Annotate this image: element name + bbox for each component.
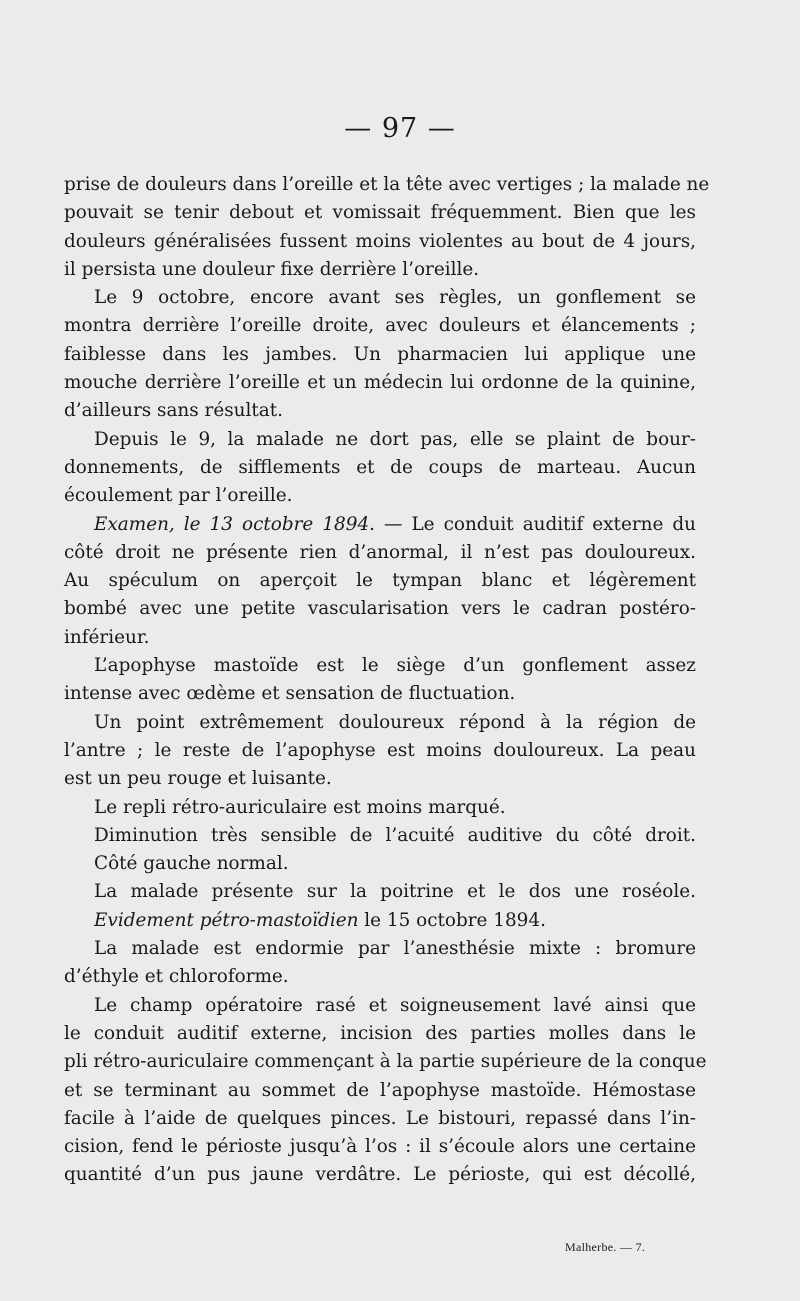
text-line: côté droit ne présente rien d’anormal, il n’est pas douloureux. (64, 541, 696, 563)
text-line: montra derrière l’oreille droite, avec douleurs et élancements ; (64, 315, 696, 337)
text-line: prise de douleurs dans l’oreille et la tête avec vertiges ; la malade ne (64, 174, 710, 195)
text-line: inférieur. (64, 626, 150, 648)
text-line: pli rétro-auriculaire commençant à la partie supérieure de la conque (64, 1051, 707, 1073)
text-line: Le repli rétro-auriculaire est moins marqué. (94, 796, 506, 818)
text-line: L’apophyse mastoïde est le siège d’un gonflement assez (94, 655, 696, 677)
text-line: La malade est endormie par l’anesthésie mixte : bromure (94, 938, 696, 960)
text-line-evidement (64, 907, 696, 935)
text-line: douleurs généralisées fussent moins violentes au bout de 4 jours, (64, 230, 696, 252)
text-line: pouvait se tenir debout et vomissait fréquemment. Bien que les (64, 202, 696, 224)
text-line: cision, fend le périoste jusqu’à l’os : il s’écoule alors une certaine (64, 1136, 696, 1158)
text-line: d’ailleurs sans résultat. (64, 400, 283, 422)
text-line: mouche derrière l’oreille et un médecin lui ordonne de la quinine, (64, 372, 696, 394)
body-text (64, 171, 710, 1190)
text-line: est un peu rouge et luisante. (64, 768, 332, 790)
text-line: Au spéculum on aperçoit le tympan blanc et légèrement (64, 570, 696, 592)
text-line-examen (64, 511, 696, 539)
text-line: donnements, de sifflements et de coups de marteau. Aucun (64, 456, 696, 478)
text-line: d’éthyle et chloroforme. (64, 966, 289, 988)
text-line: Le champ opératoire rasé et soigneusement lavé ainsi que (94, 994, 696, 1016)
text-line: Depuis le 9, la malade ne dort pas, elle se plaint de bour- (94, 428, 696, 450)
page-number: — 97 — (344, 113, 456, 144)
text-line: le conduit auditif externe, incision des parties molles dans le (64, 1022, 696, 1044)
footer-signature: Malherbe. — 7. (565, 1240, 646, 1254)
text-line: La malade présente sur la poitrine et le dos une roséole. (94, 881, 696, 903)
text-line: intense avec œdème et sensation de fluctuation. (64, 683, 516, 705)
evidement-rest: le 15 octobre 1894. (358, 909, 546, 931)
text-line: l’antre ; le reste de l’apophyse est moins douloureux. La peau (64, 739, 696, 761)
text-line: bombé avec une petite vascularisation vers le cadran postéro- (64, 598, 696, 620)
examen-heading: Examen, le 13 octobre 1894. (94, 513, 375, 535)
evidement-heading: Evidement pétro-mastoïdien (94, 909, 359, 931)
text-line: et se terminant au sommet de l’apophyse mastoïde. Hémostase (64, 1079, 696, 1101)
text-line: Le 9 octobre, encore avant ses règles, un gonflement se (94, 287, 696, 309)
text-line: facile à l’aide de quelques pinces. Le bistouri, repassé dans l’in- (64, 1107, 696, 1129)
text-line: quantité d’un pus jaune verdâtre. Le périoste, qui est décollé, (64, 1164, 696, 1186)
text-line: il persista une douleur fixe derrière l’oreille. (64, 258, 480, 280)
examen-rest: — Le conduit auditif externe du (375, 513, 696, 535)
text-line: Un point extrêmement douloureux répond à la région de (94, 711, 696, 733)
text-line: écoulement par l’oreille. (64, 485, 293, 507)
text-line: Côté gauche normal. (94, 853, 289, 875)
text-line: faiblesse dans les jambes. Un pharmacien lui applique une (64, 343, 696, 365)
text-line: Diminution très sensible de l’acuité auditive du côté droit. (94, 824, 696, 846)
